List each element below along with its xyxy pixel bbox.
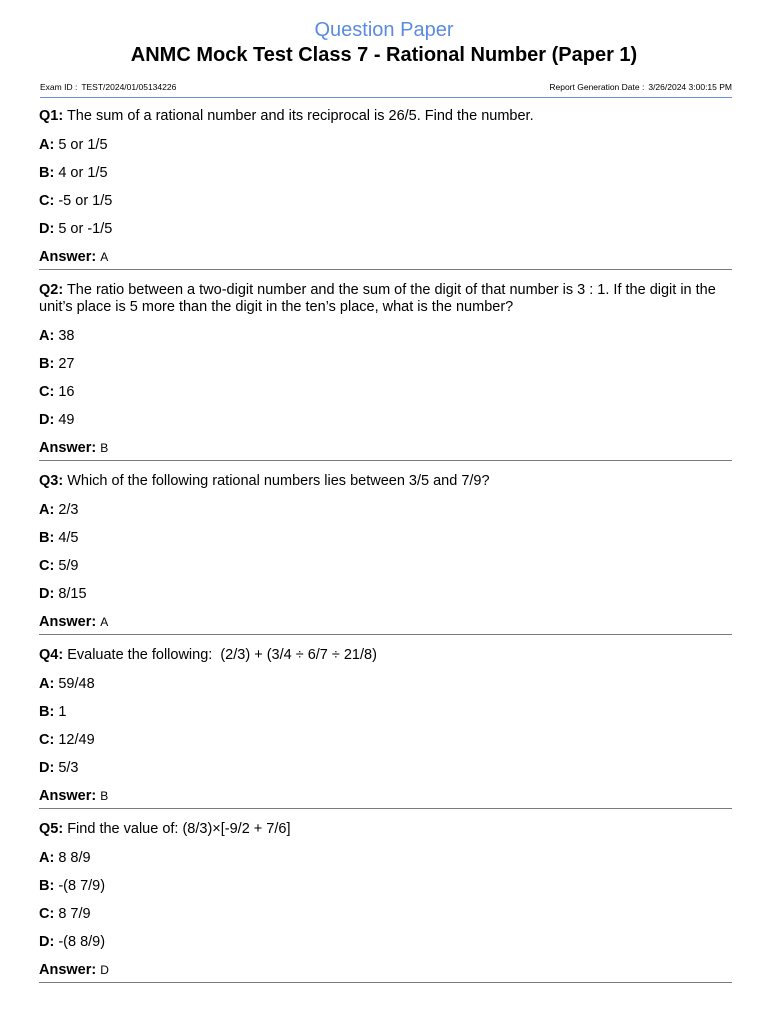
option-text: 2/3 bbox=[58, 502, 79, 518]
option-key: A: bbox=[39, 850, 55, 866]
document-title: ANMC Mock Test Class 7 - Rational Number (Paper 1) bbox=[130, 44, 638, 66]
question-body: The sum of a rational number and its reciprocal is 26/5. Find the number. bbox=[66, 108, 534, 124]
option-b bbox=[39, 530, 732, 546]
answer-label: Answer: bbox=[39, 440, 97, 456]
question-block bbox=[39, 282, 732, 461]
answer-label: Answer: bbox=[39, 962, 97, 978]
question-text bbox=[39, 473, 732, 490]
question-text bbox=[39, 821, 732, 838]
option-d bbox=[39, 412, 732, 428]
exam-id bbox=[40, 82, 176, 92]
option-key: B: bbox=[39, 704, 55, 720]
option-key: C: bbox=[39, 906, 55, 922]
option-a bbox=[39, 137, 732, 153]
answer-line bbox=[39, 962, 732, 980]
question-number: Q1: bbox=[39, 108, 64, 124]
option-text: -5 or 1/5 bbox=[58, 193, 113, 209]
answer-label: Answer: bbox=[39, 614, 97, 630]
option-a bbox=[39, 850, 732, 866]
option-key: B: bbox=[39, 878, 55, 894]
answer-line bbox=[39, 614, 732, 632]
option-key: A: bbox=[39, 676, 55, 692]
option-text: 38 bbox=[58, 328, 75, 344]
option-d bbox=[39, 221, 732, 237]
question-block bbox=[39, 108, 732, 270]
option-b bbox=[39, 878, 732, 894]
option-c bbox=[39, 906, 732, 922]
question-number: Q5: bbox=[39, 821, 64, 837]
answer-line bbox=[39, 249, 732, 267]
option-text: 8 8/9 bbox=[58, 850, 91, 866]
option-key: D: bbox=[39, 760, 55, 776]
option-text: 5 or 1/5 bbox=[58, 137, 108, 153]
option-text: 5/9 bbox=[58, 558, 79, 574]
answer-label: Answer: bbox=[39, 249, 97, 265]
option-key: D: bbox=[39, 934, 55, 950]
question-list bbox=[39, 108, 732, 983]
option-c bbox=[39, 384, 732, 400]
option-b bbox=[39, 704, 732, 720]
report-date-label: Report Generation Date : bbox=[549, 82, 645, 92]
option-a bbox=[39, 676, 732, 692]
option-c bbox=[39, 193, 732, 209]
option-d bbox=[39, 586, 732, 602]
answer-label: Answer: bbox=[39, 788, 97, 804]
option-a bbox=[39, 328, 732, 344]
question-block bbox=[39, 821, 732, 983]
option-key: C: bbox=[39, 558, 55, 574]
option-b bbox=[39, 165, 732, 181]
document-kicker: Question Paper bbox=[314, 19, 454, 41]
report-date-value: 3/26/2024 3:00:15 PM bbox=[648, 82, 732, 92]
option-key: B: bbox=[39, 356, 55, 372]
option-key: A: bbox=[39, 137, 55, 153]
option-key: B: bbox=[39, 165, 55, 181]
option-c bbox=[39, 558, 732, 574]
answer-value: B bbox=[100, 789, 109, 803]
option-b bbox=[39, 356, 732, 372]
answer-line bbox=[39, 788, 732, 806]
exam-id-value: TEST/2024/01/05134226 bbox=[81, 82, 177, 92]
option-text: 49 bbox=[58, 412, 75, 428]
option-text: 8 7/9 bbox=[58, 906, 91, 922]
option-key: D: bbox=[39, 586, 55, 602]
option-a bbox=[39, 502, 732, 518]
answer-value: A bbox=[100, 250, 109, 264]
answer-value: B bbox=[100, 441, 109, 455]
option-text: 5 or -1/5 bbox=[58, 221, 113, 237]
option-text: 59/48 bbox=[58, 676, 95, 692]
option-text: 27 bbox=[58, 356, 75, 372]
answer-value: A bbox=[100, 615, 109, 629]
option-text: 4 or 1/5 bbox=[58, 165, 108, 181]
option-text: 16 bbox=[58, 384, 75, 400]
option-key: A: bbox=[39, 328, 55, 344]
exam-id-label: Exam ID : bbox=[40, 82, 78, 92]
option-c bbox=[39, 732, 732, 748]
question-body: Evaluate the following: (2/3) + (3/4 ÷ 6/7 ÷ 21/8) bbox=[67, 647, 377, 663]
option-key: D: bbox=[39, 412, 55, 428]
option-text: 8/15 bbox=[58, 586, 87, 602]
option-text: 5/3 bbox=[58, 760, 79, 776]
question-number: Q3: bbox=[39, 473, 64, 489]
question-block bbox=[39, 473, 732, 635]
option-key: A: bbox=[39, 502, 55, 518]
question-text bbox=[39, 108, 732, 125]
option-text: 12/49 bbox=[58, 732, 95, 748]
option-text: -(8 8/9) bbox=[58, 934, 106, 950]
option-key: B: bbox=[39, 530, 55, 546]
option-key: C: bbox=[39, 193, 55, 209]
option-key: D: bbox=[39, 221, 55, 237]
option-text: -(8 7/9) bbox=[58, 878, 106, 894]
question-text bbox=[39, 647, 732, 664]
answer-line bbox=[39, 440, 732, 458]
option-d bbox=[39, 760, 732, 776]
answer-value: D bbox=[100, 963, 109, 977]
question-body: Which of the following rational numbers lies between 3/5 and 7/9? bbox=[67, 473, 490, 489]
option-d bbox=[39, 934, 732, 950]
question-text bbox=[39, 282, 732, 316]
option-key: C: bbox=[39, 384, 55, 400]
question-body: Find the value of: (8/3)×[-9/2 + 7/6] bbox=[67, 821, 291, 837]
question-body: The ratio between a two-digit number and the sum of the digit of that number is 3 : 1. If the digit in the unit’s place is 5 more than the digit in the ten’s place, what is the number? bbox=[39, 282, 716, 315]
meta-row bbox=[40, 82, 732, 98]
question-number: Q2: bbox=[39, 282, 64, 298]
option-key: C: bbox=[39, 732, 55, 748]
option-text: 1 bbox=[58, 704, 67, 720]
question-block bbox=[39, 647, 732, 809]
page-header bbox=[0, 0, 768, 68]
option-text: 4/5 bbox=[58, 530, 79, 546]
report-date bbox=[549, 82, 732, 92]
question-number: Q4: bbox=[39, 647, 64, 663]
